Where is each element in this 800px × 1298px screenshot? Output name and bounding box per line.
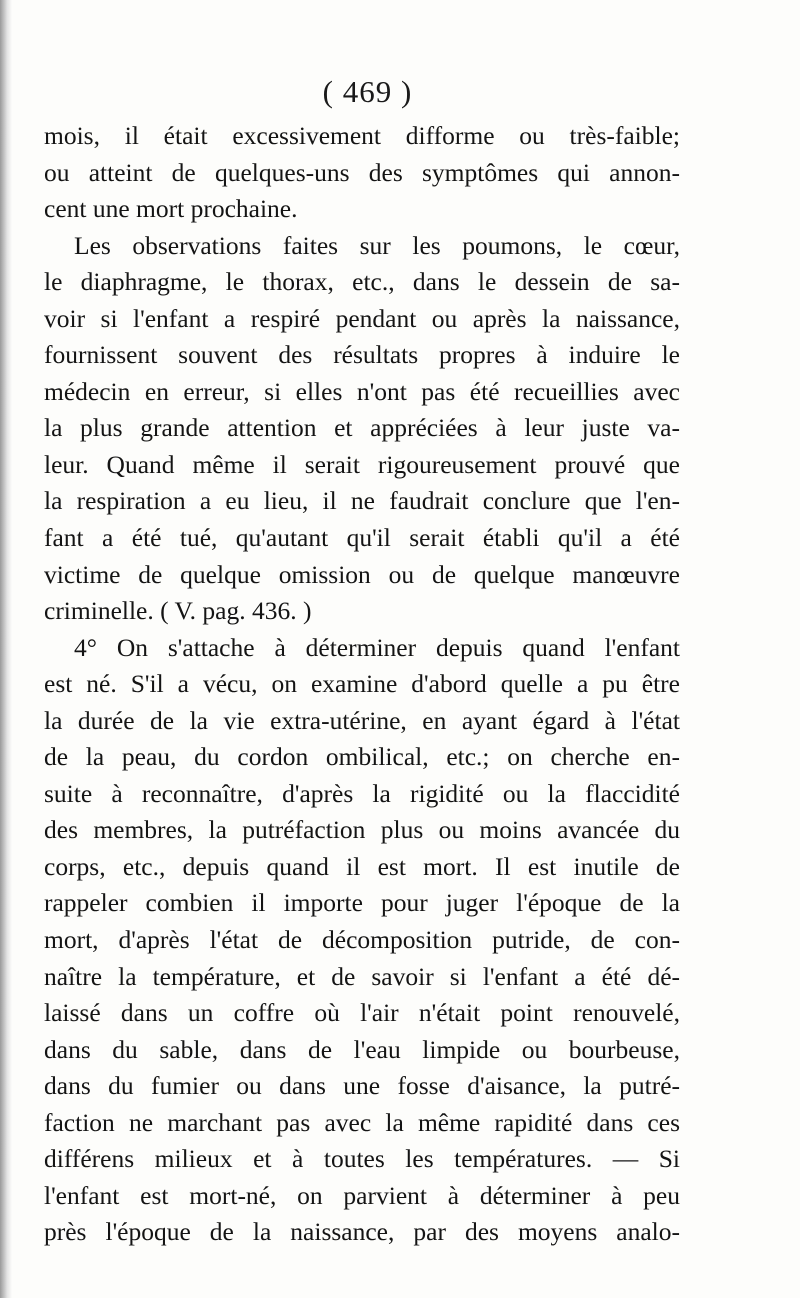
text-line: faction ne marchant pas avec la même rapidité dans ces [44, 1107, 680, 1137]
page-gutter-shadow [0, 0, 12, 1298]
text-line: fournissent souvent des résultats propres à induire le [44, 340, 680, 370]
text-line: Les observations faites sur les poumons, le cœur, [74, 230, 680, 260]
text-line: voir si l'enfant a respiré pendant ou après la naissance, [44, 303, 680, 333]
text-line: leur. Quand même il serait rigoureusement prouvé que [44, 449, 680, 479]
text-line: cent une mort prochaine. [44, 194, 298, 224]
text-line: mort, d'après l'état de décomposition putride, de con- [44, 925, 680, 955]
text-line: l'enfant est mort-né, on parvient à déterminer à peu [44, 1180, 680, 1210]
text-line: dans du fumier ou dans une fosse d'aisance, la putré- [44, 1071, 680, 1101]
text-line: des membres, la putréfaction plus ou moins avancée du [44, 815, 680, 845]
text-line: rappeler combien il importe pour juger l'époque de la [44, 888, 680, 918]
text-line: la respiration a eu lieu, il ne faudrait conclure que l'en- [44, 486, 680, 516]
text-line: différens milieux et à toutes les températures. — Si [44, 1144, 680, 1174]
text-line: de la peau, du cordon ombilical, etc.; on cherche en- [44, 742, 680, 772]
text-line: le diaphragme, le thorax, etc., dans le dessein de sa- [44, 267, 680, 297]
text-line: dans du sable, dans de l'eau limpide ou bourbeuse, [44, 1034, 680, 1064]
text-line: 4° On s'attache à déterminer depuis quand l'enfant [74, 632, 680, 662]
page-number: ( 469 ) [322, 74, 413, 109]
text-line: la durée de la vie extra-utérine, en ayant égard à l'état [44, 705, 680, 735]
text-line: victime de quelque omission ou de quelque manœuvre [44, 559, 680, 589]
text-line: ou atteint de quelques-uns des symptômes qui annon- [44, 157, 680, 187]
text-line: médecin en erreur, si elles n'ont pas été recueillies avec [44, 376, 680, 406]
text-line: fant a été tué, qu'autant qu'il serait établi qu'il a été [44, 523, 680, 553]
text-line: mois, il était excessivement difforme ou très-faible; [44, 121, 680, 150]
body-text [44, 118, 680, 1251]
text-line: naître la température, et de savoir si l'enfant a été dé- [44, 961, 680, 991]
text-line: laissé dans un coffre où l'air n'était point renouvelé, [44, 998, 680, 1028]
text-line: la plus grande attention et appréciées à leur juste va- [44, 413, 680, 443]
text-line: criminelle. ( V. pag. 436. ) [44, 596, 312, 626]
text-line: suite à reconnaître, d'après la rigidité ou la flaccidité [44, 778, 680, 808]
text-line: corps, etc., depuis quand il est mort. Il est inutile de [44, 851, 680, 881]
text-line: près l'époque de la naissance, par des moyens analo- [44, 1217, 680, 1247]
text-line: est né. S'il a vécu, on examine d'abord quelle a pu être [44, 669, 680, 699]
